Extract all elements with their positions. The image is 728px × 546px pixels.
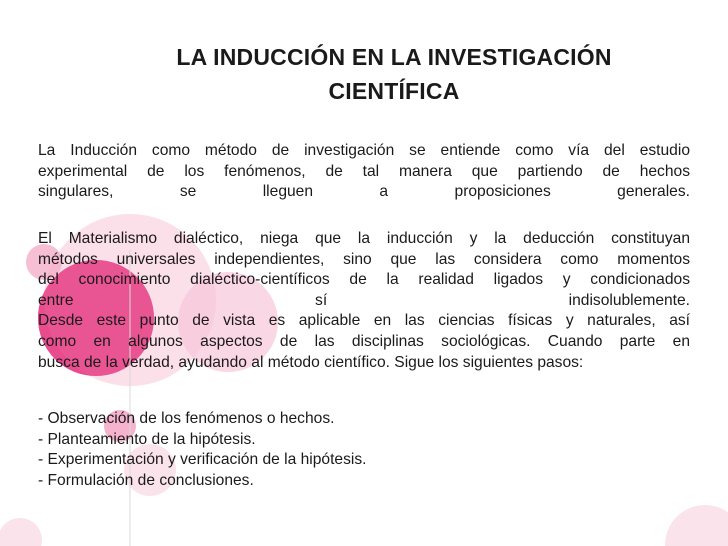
title-line-1: LA INDUCCIÓN EN LA INVESTIGACIÓN [176, 44, 612, 70]
paragraph-line: busca de la verdad, ayudando al método científico. Sigue los siguientes pasos: [38, 353, 584, 371]
paragraph-line: experimental de los fenómenos, de tal manera que partiendo de hechos [38, 162, 690, 180]
slide-title [60, 40, 728, 108]
paragraph-materialism [38, 229, 690, 373]
paragraph-line: La Inducción como método de investigación se entiende como vía del estudio [38, 142, 690, 159]
bottom-right-bubble [665, 505, 728, 546]
title-line-2: CIENTÍFICA [328, 78, 460, 104]
paragraph-line: entre sí indisolublemente. [38, 291, 690, 309]
paragraph-line: singulares, se lleguen a proposiciones generales. [38, 183, 690, 201]
list-item: - Planteamiento de la hipótesis. [38, 430, 256, 448]
steps-list [38, 409, 690, 491]
bottom-left-bubble [0, 518, 42, 546]
list-item: - Experimentación y verificación de la hipótesis. [38, 451, 367, 469]
paragraph-line: Desde este punto de vista es aplicable en las ciencias físicas y naturales, así [38, 312, 690, 330]
list-item: - Observación de los fenómenos o hechos. [38, 410, 335, 427]
list-item: - Formulación de conclusiones. [38, 471, 254, 489]
paragraph-line: como en algunos aspectos de las disciplinas sociológicas. Cuando parte en [38, 332, 690, 350]
paragraph-induction [38, 141, 690, 203]
paragraph-line: El Materialismo dialéctico, niega que la inducción y la deducción constituyan [38, 230, 690, 247]
paragraph-line: métodos universales independientes, sino que las considera como momentos [38, 250, 690, 268]
paragraph-line: del conocimiento dialéctico-científicos de la realidad ligados y condicionados [38, 271, 690, 289]
